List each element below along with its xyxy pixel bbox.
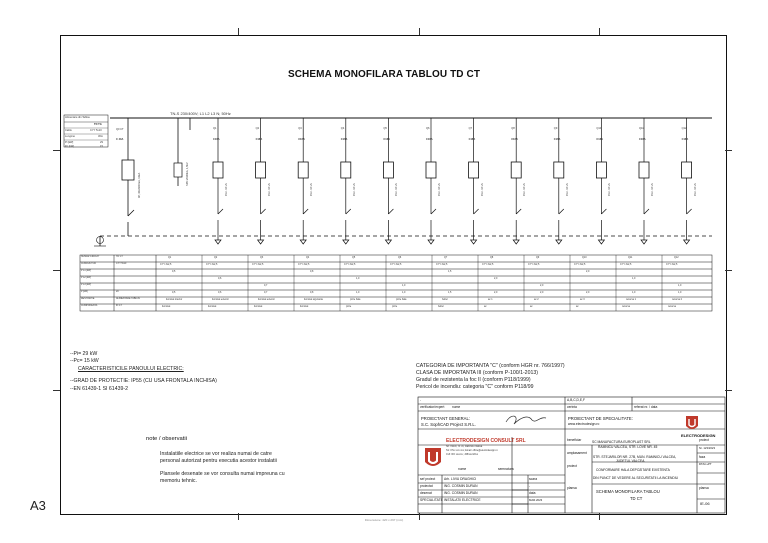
table-cell-dest: ac 1 xyxy=(488,298,493,301)
table-cell-power: 1,0 xyxy=(678,291,682,294)
role-name: Arh. LIVIU DRAGHICI xyxy=(444,477,477,481)
project-label: proiect xyxy=(567,464,577,468)
sheet-size: A3 xyxy=(30,498,46,513)
table-cell-phase-power: 2,0 xyxy=(586,270,590,273)
circuit-side-text: Prot. 1P+N xyxy=(523,183,527,196)
table-cell-main: 29 xyxy=(116,291,119,293)
table-cell-dest: ac 3 xyxy=(580,298,585,301)
circuit-rating: C16A xyxy=(213,138,220,141)
circuit-side-text: Prot. 1P+N xyxy=(693,183,697,196)
table-cell-dest: iluminat exterior xyxy=(258,298,275,301)
location-2: JUDETUL VALCEA xyxy=(616,459,645,463)
table-cell-phase-power: 1,0 xyxy=(678,284,682,287)
circuit-id: Q9 xyxy=(553,127,558,130)
table-cell-id: Q9 xyxy=(536,256,540,259)
circuit-rating: C16A xyxy=(553,138,561,141)
table-cell-id: Q2 xyxy=(214,256,218,259)
input-panel-row-label: Cablu xyxy=(65,129,72,132)
table-cell-cable: CYY 3x2,5 xyxy=(344,263,356,266)
project-number: Nr. 123/2023 xyxy=(699,446,716,450)
circuit-id: Q10 xyxy=(596,127,602,130)
referat-label: referat nr. / data xyxy=(634,405,658,409)
role-label: proiectat xyxy=(420,484,433,488)
circuit-side-text: Prot. 1P+N xyxy=(438,183,441,196)
category-line-3: Gradul de rezistenta la foc II (conform P118/1999) xyxy=(416,377,531,383)
company-sub-2: Tel: 07xx xxx xxx; Email: office@electrodesign.ro xyxy=(446,449,498,452)
table-cell-cable: CYY 3x2,5 xyxy=(390,263,402,266)
notes-line-4: memoriu tehnic. xyxy=(160,478,197,484)
table-cell-cable: CYY 3x2,5 xyxy=(298,263,310,266)
table-cell-dest: iluminat exterior xyxy=(212,298,229,301)
characteristics-heading: CARACTERISTICILE PANOULUI ELECTRIC: xyxy=(78,366,184,372)
table-row-label: DESTINATIE xyxy=(81,298,95,300)
table-cell-dest: iluminat interior xyxy=(166,298,183,301)
circuit-rating: C16A xyxy=(511,138,518,141)
page-title: SCHEMA MONOFILARA TABLOU TD CT xyxy=(287,69,481,80)
circuit-rating: C16A xyxy=(426,138,433,141)
verifier-name-dash: - xyxy=(420,398,422,402)
role-label: desenat xyxy=(420,491,432,495)
input-panel-row-value: 15 xyxy=(100,144,103,148)
table-row-label: P L3 [kW] xyxy=(81,284,91,286)
notes-heading: note / observatii xyxy=(146,436,187,442)
cerinta-label: cerinta xyxy=(567,405,577,409)
project: CONFORMARE HALA DEPOZITARE EXISTENTA xyxy=(596,468,670,472)
table-cell-phase-power: 1,0 xyxy=(632,277,636,280)
location-label: amplasament xyxy=(567,451,587,455)
table-cell-main: IN CT xyxy=(116,305,122,307)
cerinta-value: A,B,C,D,E,F xyxy=(567,398,585,402)
table-cell-component: prize xyxy=(346,305,352,308)
input-panel-td: TD TG xyxy=(94,123,102,126)
table-cell-power: 2,0 xyxy=(494,291,498,294)
table-row-label: COMPONENTA xyxy=(81,305,98,307)
table-cell-phase-power: 1,0 xyxy=(402,284,406,287)
table-cell-phase-power: 2,0 xyxy=(540,284,544,287)
surge-side-text: SPD 20/40kA, 1,5kV xyxy=(186,162,189,186)
table-cell-phase-power: 0,6 xyxy=(218,277,222,280)
table-cell-phase-power: 0,7 xyxy=(264,284,268,287)
circuit-side-text: Prot. 1P+N xyxy=(651,183,654,196)
table-cell-id: Q8 xyxy=(490,256,494,259)
location: STR. STEJARILOR NR. 27B, MUN. RAMNICU VALCEA, xyxy=(593,455,677,459)
table-cell-component: ac xyxy=(484,305,487,308)
table-cell-cable: CYY 3x2,5 xyxy=(666,263,678,266)
table-cell-power: 0,6 xyxy=(218,291,222,294)
table-cell-cable: CYY 3x2,5 xyxy=(436,263,448,266)
specialty-logo-text: ELECTRODESIGN xyxy=(681,433,716,438)
table-cell-cable: CYY 3x2,5 xyxy=(252,263,264,266)
circuit-side-text: Prot. 1P+N xyxy=(352,183,356,196)
standard-reference: --EN 61439-1 SI 61439-2 xyxy=(70,386,128,392)
table-cell-component: iluminat xyxy=(300,305,309,308)
table-row-label: CONDUCTOR xyxy=(81,263,96,265)
table-cell-component: ac xyxy=(530,305,533,308)
table-cell-component: boiler xyxy=(438,305,444,308)
category-line-4: Pericol de incendiu: categoria "C" conform P118/99 xyxy=(416,384,534,390)
beneficiary-label: beneficiar xyxy=(567,438,582,442)
table-cell-cable: CYY 3x2,5 xyxy=(574,263,586,266)
table-cell-id: Q5 xyxy=(352,256,356,259)
circuit-id: Q8 xyxy=(511,127,515,130)
circuit-rating: C16A xyxy=(340,138,348,141)
drawing-title: SCHEMA MONOFILARA TABLOU xyxy=(596,489,660,494)
table-cell-power: 0,7 xyxy=(264,291,268,294)
table-cell-component: iluminat xyxy=(254,305,263,308)
table-cell-id: Q7 xyxy=(444,256,448,259)
table-cell-power: 1,0 xyxy=(632,291,636,294)
table-cell-main: ALIMENTARE TABLOU xyxy=(116,298,141,300)
circuit-rating: C16A xyxy=(298,138,305,141)
drawing-label: plansa xyxy=(567,486,577,490)
table-cell-power: 1,0 xyxy=(356,291,360,294)
table-cell-id: Q11 xyxy=(628,256,633,259)
role-label: SPECIALITATE xyxy=(420,498,443,502)
table-cell-cable: CYY 3x2,5 xyxy=(206,263,218,266)
table-cell-dest: rezerva 1 xyxy=(626,298,636,301)
table-cell-component: iluminat xyxy=(208,305,217,308)
table-cell-dest: prize hala xyxy=(396,298,407,301)
company-sub-3: CUI: RO xxxxxx; J38/xxx/20xx xyxy=(446,453,479,456)
supply-line-label: TN-S 230/400V; L1 L2 L3 N; 50Hz xyxy=(170,111,231,116)
table-cell-component: prize xyxy=(392,305,398,308)
table-cell-power: 0,8 xyxy=(310,291,314,294)
table-cell-dest: ac 2 xyxy=(534,298,539,301)
company-sub-1: Str. Xxxxx, nr. xx, Ramnicu Valcea xyxy=(446,445,483,448)
table-cell-id: Q12 xyxy=(674,256,679,259)
table-cell-id: Q4 xyxy=(306,256,310,259)
date: MAR.2023 xyxy=(529,498,543,502)
signature-scribble xyxy=(506,416,546,424)
sheet-number: IE-06 xyxy=(700,501,710,506)
table-cell-dest: rezerva 2 xyxy=(672,298,682,301)
input-panel-title: Alimentare din Tablou xyxy=(65,116,90,119)
circuit-id: Q4 xyxy=(340,127,345,130)
circuit-side-text: Prot. 1P+N xyxy=(225,183,228,196)
general-designer-label: PROIECTANT GENERAL: xyxy=(421,416,470,421)
circuit-side-text: Prot. 1P+N xyxy=(565,183,569,196)
table-cell-phase-power: 0,8 xyxy=(310,270,314,273)
input-panel-row-label: Pi [kW] xyxy=(65,141,74,144)
circuit-rating: C16A xyxy=(468,138,476,141)
circuit-id: Q12 xyxy=(681,127,687,130)
category-line-2: CLASA DE IMPORTANTA III (conform P-100/1-2013) xyxy=(416,370,538,376)
protection-degree: --GRAD DE PROTECTIE: IP55 (CU USA FRONTALA INCHISA) xyxy=(70,378,217,384)
table-cell-cable: CYY 3x2,5 xyxy=(528,263,540,266)
beneficiary-address: RAMNICU VALCEA, STR. LOVE NR. 45 xyxy=(598,445,658,449)
name-label: nume xyxy=(452,405,461,409)
project-number-label: proiect xyxy=(699,438,709,442)
table-cell-dest: iluminat siguranta xyxy=(304,298,323,301)
category-line-1: CATEGORIA DE IMPORTANTA "C" (conform HGR nr. 766/1997) xyxy=(416,363,565,369)
circuit-side-text: Prot. 1P+N xyxy=(395,183,399,196)
circuit-rating: C16A xyxy=(383,138,391,141)
semnatura-label: semnatura xyxy=(498,467,514,471)
bottom-caption: Dimensiune: 420 x 297 (mm) xyxy=(364,518,404,522)
table-cell-id: Q6 xyxy=(398,256,402,259)
role-name: ING. COSMIN DURAN xyxy=(444,491,478,495)
phase-label: faza xyxy=(699,455,706,459)
circuit-id: Q6 xyxy=(426,127,430,130)
circuit-id: Q2 xyxy=(255,127,260,130)
main-breaker-label: Q0 CT xyxy=(116,128,124,131)
scale: - xyxy=(529,484,531,488)
table-cell-id: Q3 xyxy=(260,256,264,259)
sheet-label: plansa xyxy=(699,486,709,490)
role-label: sef proiect xyxy=(420,477,436,481)
table-cell-power: 1,0 xyxy=(402,291,406,294)
table-row-label: P L1 [kW] xyxy=(81,270,91,272)
table-cell-cable: CYY 3x2,5 xyxy=(620,263,632,266)
table-cell-cable: CYY 3x2,5 xyxy=(160,263,172,266)
input-panel-row-label: Lungime xyxy=(65,135,75,138)
main-breaker-rating: C 40A xyxy=(116,138,124,141)
circuit-id: Q5 xyxy=(383,127,387,130)
table-cell-cable: CYY 3x2,5 xyxy=(482,263,494,266)
notes-line-1: Instalatiile electrice se vor realiza numai de catre xyxy=(160,451,272,457)
table-cell-component: ac xyxy=(576,305,579,308)
circuit-id: Q11 xyxy=(639,127,644,130)
table-cell-power: 1,5 xyxy=(448,291,452,294)
table-row-label: P L2 [kW] xyxy=(81,277,91,279)
table-row-label: P [kW] xyxy=(81,291,88,293)
circuit-rating: C16A xyxy=(681,138,689,141)
table-cell-dest: prize hala xyxy=(350,298,361,301)
input-panel-row-label: Pc [kW] xyxy=(65,144,74,148)
verifier-label: verificator/expert xyxy=(420,405,445,409)
table-cell-component: rezerva xyxy=(668,305,676,308)
circuit-rating: C16A xyxy=(639,138,646,141)
notes-line-3: Plansele desenate se vor consulta numai impreuna cu xyxy=(160,471,285,477)
table-cell-power: 2,0 xyxy=(586,291,590,294)
circuit-side-text: Prot. 1P+N xyxy=(267,183,271,196)
drawing-title-2: TD CT xyxy=(630,496,643,501)
circuit-id: Q7 xyxy=(468,127,473,130)
role-name: INSTALATII ELECTRICE xyxy=(444,498,481,502)
input-panel-row-value: 30m xyxy=(98,135,104,138)
phase: DTAC+PT xyxy=(699,462,712,466)
table-cell-power: 2,0 xyxy=(540,291,544,294)
table-cell-phase-power: 2,0 xyxy=(494,277,498,280)
table-cell-main: CYY 5x10 xyxy=(116,263,127,265)
table-cell-power: 0,5 xyxy=(172,291,176,294)
beneficiary: SC MANUFACTURA EUROPLAST SRL xyxy=(592,440,651,444)
general-designer: S.C. SophCAD Project S.R.L. xyxy=(421,422,476,427)
circuit-id: Q1 xyxy=(213,127,217,130)
summary-pc: --Pc= 15 kW xyxy=(70,358,99,364)
input-panel-row-value: 29 xyxy=(100,141,103,144)
table-cell-phase-power: 0,5 xyxy=(172,270,176,273)
summary-pi: --Pi= 29 kW xyxy=(70,351,98,357)
table-cell-id: Q1 xyxy=(168,256,172,259)
main-breaker-side-text: 4P, 40A/300mA, 10kA xyxy=(138,172,141,198)
table-cell-phase-power: 1,0 xyxy=(356,277,360,280)
date-label: data xyxy=(529,491,536,495)
circuit-side-text: Prot. 1P+N xyxy=(480,183,484,196)
table-cell-id: Q10 xyxy=(582,256,587,259)
name-label-2: nume xyxy=(458,467,467,471)
specialty-designer-site: www.electrodesign.ro xyxy=(568,422,600,426)
table-row-label: NUMAR CIRCUIT xyxy=(81,256,100,258)
circuit-rating: C16A xyxy=(255,138,263,141)
table-cell-component: iluminat xyxy=(162,305,171,308)
notes-line-2: personal autorizat pentru executia acestor instalatii xyxy=(160,458,277,464)
project-2: DIN PUNCT DE VEDERE AL SECURITATII LA INCENDIU xyxy=(593,476,679,480)
specialty-designer-label: PROIECTANT DE SPECIALITATE: xyxy=(568,416,633,421)
circuit-id: Q3 xyxy=(298,127,302,130)
table-cell-dest: boiler xyxy=(442,298,448,301)
circuit-side-text: Prot. 1P+N xyxy=(608,183,612,196)
table-cell-main: TD CT xyxy=(116,256,123,258)
table-cell-phase-power: 1,5 xyxy=(448,270,452,273)
company-name: ELECTRODESIGN CONSULT SRL xyxy=(446,438,526,444)
circuit-side-text: Prot. 1P+N xyxy=(310,183,314,196)
role-name: ING. COSMIN DURAN xyxy=(444,484,478,488)
scale-label: scara xyxy=(529,477,538,481)
table-cell-component: rezerva xyxy=(622,305,630,308)
circuit-rating: C16A xyxy=(596,138,604,141)
input-panel-row-value: CYY 5x10 xyxy=(90,129,102,132)
